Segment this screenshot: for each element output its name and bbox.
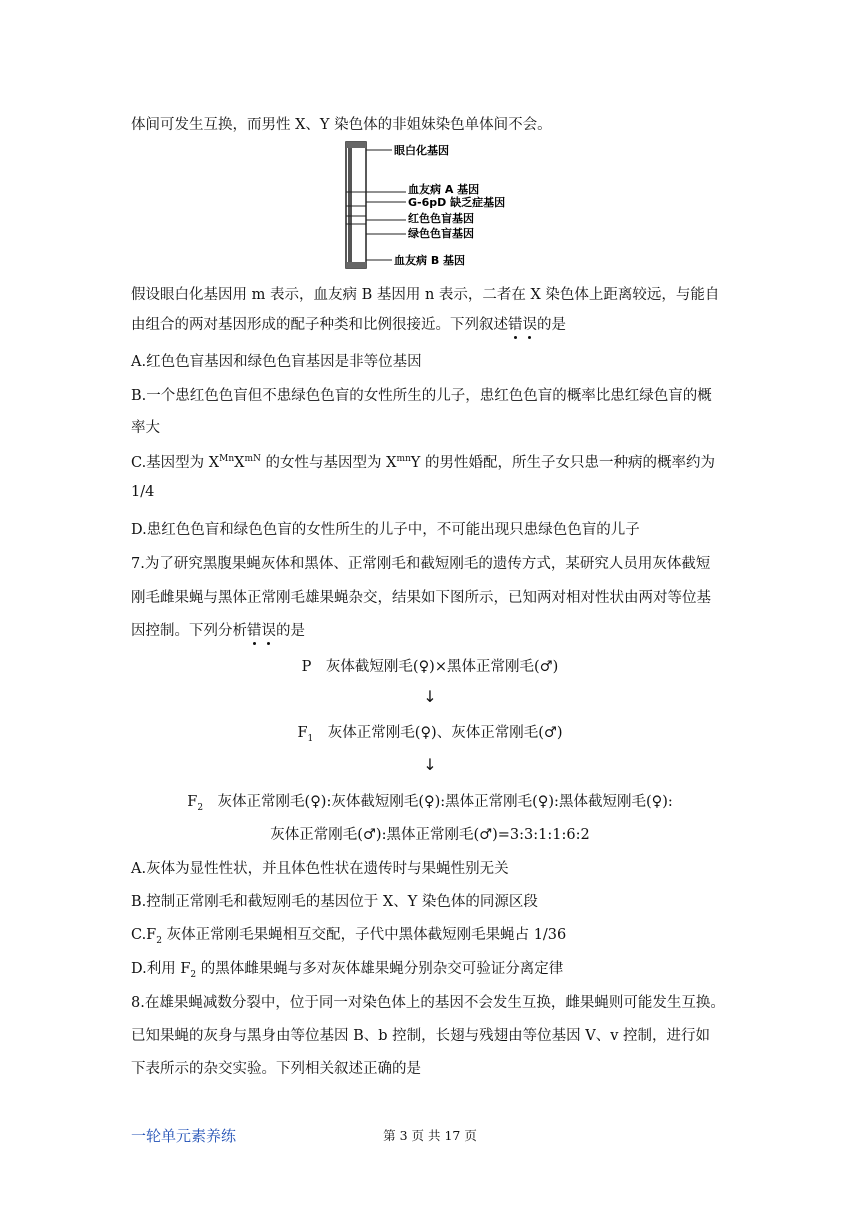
footer-series-title: 一轮单元素养练	[131, 1127, 237, 1145]
paragraph-line	[131, 313, 566, 334]
text-span: 灰体正常刚毛果蝇相互交配，子代中黑体截短刚毛果蝇占 1/36	[161, 927, 567, 943]
text-span: 的是	[537, 317, 566, 333]
emphasis-dot-char: 错	[247, 623, 262, 639]
cross-f2-ratio: 灰体正常刚毛(♂):黑体正常刚毛(♂)=3:3:1:1:6:2	[270, 827, 590, 843]
chromosome-figure	[330, 138, 530, 273]
option-c	[131, 451, 715, 472]
text-span: 灰体正常刚毛(♀):灰体截短刚毛(♀):黑体正常刚毛(♀):黑体截短刚毛(♀):	[203, 794, 673, 810]
gene-label: 血友病 A 基因	[408, 183, 480, 196]
subscript: 2	[197, 802, 204, 813]
question-8-line: 下表所示的杂交实验。下列相关叙述正确的是	[131, 1061, 421, 1077]
emphasis-dot-char: 误	[261, 623, 276, 639]
q7-option-d	[131, 957, 563, 980]
text-span: 的黑体雌果蝇与多对灰体雄果蝇分别杂交可验证分离定律	[196, 961, 564, 977]
gene-label: G-6pD 缺乏症基因	[408, 196, 506, 209]
cross-arrow: ↓	[423, 687, 437, 706]
q7-option-b: B.控制正常刚毛和截短刚毛的基因位于 X、Y 染色体的同源区段	[131, 894, 538, 910]
superscript: Mn	[219, 454, 235, 465]
text-span: F	[297, 725, 308, 741]
option-c-cont: 1/4	[131, 484, 155, 500]
chromosome-shade	[348, 142, 352, 268]
paragraph-line: 假设眼白化基因用 m 表示，血友病 B 基因用 n 表示，二者在 X 染色体上距离较远，与能自	[131, 287, 720, 303]
cross-p-generation: P 灰体截短刚毛(♀)×黑体正常刚毛(♂)	[301, 659, 559, 675]
question-7: 7.为了研究黑腹果蝇灰体和黑体、正常刚毛和截短刚毛的遗传方式，某研究人员用灰体截短	[131, 556, 711, 572]
cross-f1-generation	[0, 721, 860, 744]
subscript: 1	[307, 733, 314, 744]
superscript: mN	[244, 454, 261, 465]
chromosome-cap-top	[346, 142, 366, 148]
emphasis-dot-char: 错	[508, 317, 523, 333]
text-span: F	[187, 794, 198, 810]
question-7-line: 刚毛雌果蝇与黑体正常刚毛雄果蝇杂交，结果如下图所示，已知两对相对性状由两对等位基	[131, 590, 711, 606]
text-span: D.利用 F	[131, 961, 191, 977]
paragraph-line: 体间可发生互换，而男性 X、Y 染色体的非姐妹染色单体间不会。	[131, 117, 552, 133]
text-span: 由组合的两对基因形成的配子种类和比例很接近。下列叙述	[131, 317, 508, 333]
question-7-line	[131, 619, 305, 640]
emphasis-dot-char: 误	[522, 317, 537, 333]
cross-f2-generation	[0, 790, 860, 813]
q7-option-c	[131, 923, 566, 946]
chromosome-cap-bottom	[346, 262, 366, 268]
question-8-line: 已知果蝇的灰身与黑身由等位基因 B、b 控制，长翅与残翅由等位基因 V、v 控制，进行如	[131, 1028, 711, 1044]
gene-label: 眼白化基因	[394, 144, 449, 157]
superscript: mn	[396, 454, 411, 465]
cross-arrow: ↓	[423, 755, 437, 774]
text-span: 灰体正常刚毛(♀)、灰体正常刚毛(♂)	[313, 725, 563, 741]
text-span: C.基因型为 X	[131, 455, 220, 471]
option-b: B.一个患红色色盲但不患绿色色盲的女性所生的儿子，患红色色盲的概率比患红绿色盲的概	[131, 388, 712, 404]
text-span: 的女性与基因型为 X	[260, 455, 397, 471]
question-8: 8.在雄果蝇减数分裂中，位于同一对染色体上的基因不会发生互换，雌果蝇则可能发生互换。	[131, 995, 725, 1011]
option-b-cont: 率大	[131, 420, 160, 436]
text-span: 因控制。下列分析	[131, 623, 247, 639]
x-chromosome-diagram	[330, 138, 530, 273]
option-d: D.患红色色盲和绿色色盲的女性所生的儿子中，不可能出现只患绿色色盲的儿子	[131, 522, 640, 538]
text-span: Y 的男性婚配，所生子女只患一种病的概率约为	[410, 455, 715, 471]
subscript: 2	[156, 935, 162, 946]
text-span: X	[234, 455, 245, 471]
gene-label: 绿色色盲基因	[408, 227, 474, 240]
subscript: 2	[190, 969, 197, 980]
text-span: C.F	[131, 927, 157, 943]
gene-label: 血友病 B 基因	[394, 254, 466, 267]
text-span: 的是	[276, 623, 305, 639]
gene-label: 红色色盲基因	[408, 212, 474, 225]
page-number: 第 3 页 共 17 页	[383, 1128, 477, 1143]
q7-option-a: A.灰体为显性性状，并且体色性状在遗传时与果蝇性别无关	[131, 861, 509, 877]
option-a: A.红色色盲基因和绿色色盲基因是非等位基因	[131, 354, 422, 370]
